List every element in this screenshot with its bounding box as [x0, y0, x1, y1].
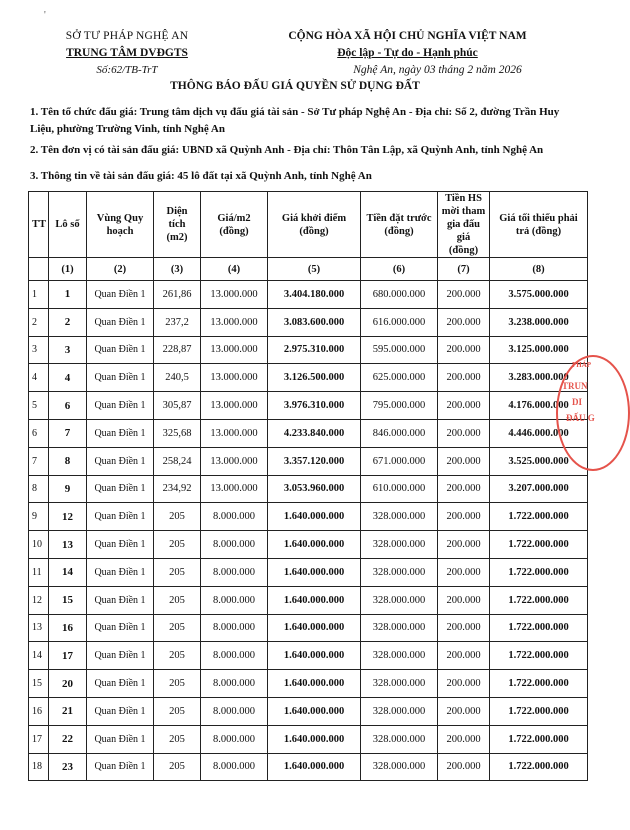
- cell-zone: Quan Điền 1: [87, 419, 154, 447]
- cell-lot-number: 1: [49, 281, 87, 309]
- cell-starting-price: 1.640.000.000: [268, 586, 361, 614]
- cell-dossier-fee: 200.000: [438, 558, 490, 586]
- cell-price-per-m2: 8.000.000: [201, 586, 268, 614]
- cell-deposit: 328.000.000: [361, 642, 438, 670]
- cell-area: 205: [154, 697, 201, 725]
- cell-area: 205: [154, 614, 201, 642]
- cell-area: 205: [154, 531, 201, 559]
- cell-deposit: 328.000.000: [361, 670, 438, 698]
- cell-starting-price: 1.640.000.000: [268, 558, 361, 586]
- cell-lot-number: 13: [49, 531, 87, 559]
- cell-zone: Quan Điền 1: [87, 558, 154, 586]
- cell-dossier-fee: 200.000: [438, 503, 490, 531]
- cell-zone: Quan Điền 1: [87, 614, 154, 642]
- cell-minimum-price: 1.722.000.000: [490, 642, 588, 670]
- cell-deposit: 328.000.000: [361, 503, 438, 531]
- index-cell: (6): [361, 258, 438, 281]
- cell-deposit: 328.000.000: [361, 753, 438, 781]
- cell-starting-price: 1.640.000.000: [268, 503, 361, 531]
- cell-minimum-price: 1.722.000.000: [490, 586, 588, 614]
- cell-area: 240,5: [154, 364, 201, 392]
- header-minimum-price: Giá tối thiểu phải trả (đồng): [490, 192, 588, 258]
- cell-area: 237,2: [154, 308, 201, 336]
- cell-deposit: 328.000.000: [361, 586, 438, 614]
- cell-deposit: 328.000.000: [361, 697, 438, 725]
- cell-lot-number: 20: [49, 670, 87, 698]
- cell-area: 234,92: [154, 475, 201, 503]
- cell-price-per-m2: 13.000.000: [201, 281, 268, 309]
- cell-dossier-fee: 200.000: [438, 614, 490, 642]
- cell-price-per-m2: 13.000.000: [201, 392, 268, 420]
- table-row: [29, 531, 588, 559]
- index-cell: (7): [438, 258, 490, 281]
- header-price-per-m2: Giá/m2 (đồng): [201, 192, 268, 258]
- cell-starting-price: 3.083.600.000: [268, 308, 361, 336]
- cell-row-number: 13: [29, 614, 49, 642]
- table-row: [29, 475, 588, 503]
- cell-deposit: 328.000.000: [361, 558, 438, 586]
- motto: Độc lập - Tự do - Hạnh phúc: [337, 47, 478, 59]
- cell-deposit: 846.000.000: [361, 419, 438, 447]
- cell-minimum-price: 1.722.000.000: [490, 670, 588, 698]
- table-header-row: [29, 192, 588, 258]
- cell-deposit: 328.000.000: [361, 614, 438, 642]
- cell-area: 205: [154, 670, 201, 698]
- table-row: [29, 558, 588, 586]
- cell-lot-number: 9: [49, 475, 87, 503]
- header-area: Diện tích (m2): [154, 192, 201, 258]
- cell-price-per-m2: 8.000.000: [201, 642, 268, 670]
- cell-minimum-price: 4.446.000.000: [490, 419, 588, 447]
- table-row: [29, 392, 588, 420]
- cell-deposit: 671.000.000: [361, 447, 438, 475]
- cell-dossier-fee: 200.000: [438, 642, 490, 670]
- cell-dossier-fee: 200.000: [438, 308, 490, 336]
- cell-area: 205: [154, 753, 201, 781]
- cell-starting-price: 1.640.000.000: [268, 697, 361, 725]
- cell-minimum-price: 1.722.000.000: [490, 697, 588, 725]
- cell-lot-number: 4: [49, 364, 87, 392]
- table-row: [29, 281, 588, 309]
- header-left: [32, 28, 222, 79]
- auction-table: [28, 191, 588, 781]
- cell-row-number: 7: [29, 447, 49, 475]
- cell-lot-number: 6: [49, 392, 87, 420]
- document-title: THÔNG BÁO ĐẤU GIÁ QUYỀN SỬ DỤNG ĐẤT: [170, 80, 420, 92]
- cell-lot-number: 16: [49, 614, 87, 642]
- table-row: [29, 447, 588, 475]
- cell-minimum-price: 1.722.000.000: [490, 753, 588, 781]
- cell-zone: Quan Điền 1: [87, 475, 154, 503]
- cell-lot-number: 3: [49, 336, 87, 364]
- cell-dossier-fee: 200.000: [438, 475, 490, 503]
- cell-row-number: 14: [29, 642, 49, 670]
- cell-row-number: 16: [29, 697, 49, 725]
- cell-zone: Quan Điền 1: [87, 503, 154, 531]
- cell-starting-price: 1.640.000.000: [268, 753, 361, 781]
- header-lot-number: Lô số: [49, 192, 87, 258]
- cell-area: 258,24: [154, 447, 201, 475]
- cell-zone: Quan Điền 1: [87, 725, 154, 753]
- cell-starting-price: 1.640.000.000: [268, 725, 361, 753]
- cell-price-per-m2: 8.000.000: [201, 670, 268, 698]
- cell-price-per-m2: 8.000.000: [201, 697, 268, 725]
- cell-dossier-fee: 200.000: [438, 725, 490, 753]
- cell-minimum-price: 1.722.000.000: [490, 503, 588, 531]
- cell-dossier-fee: 200.000: [438, 531, 490, 559]
- cell-dossier-fee: 200.000: [438, 419, 490, 447]
- cell-minimum-price: 3.525.000.000: [490, 447, 588, 475]
- cell-price-per-m2: 13.000.000: [201, 308, 268, 336]
- cell-deposit: 795.000.000: [361, 392, 438, 420]
- cell-minimum-price: 1.722.000.000: [490, 614, 588, 642]
- cell-starting-price: 3.357.120.000: [268, 447, 361, 475]
- index-cell: (3): [154, 258, 201, 281]
- cell-row-number: 4: [29, 364, 49, 392]
- cell-row-number: 2: [29, 308, 49, 336]
- cell-lot-number: 14: [49, 558, 87, 586]
- cell-row-number: 11: [29, 558, 49, 586]
- cell-lot-number: 15: [49, 586, 87, 614]
- cell-row-number: 3: [29, 336, 49, 364]
- cell-starting-price: 3.126.500.000: [268, 364, 361, 392]
- cell-starting-price: 1.640.000.000: [268, 670, 361, 698]
- cell-lot-number: 21: [49, 697, 87, 725]
- cell-minimum-price: 1.722.000.000: [490, 725, 588, 753]
- cell-area: 205: [154, 503, 201, 531]
- index-cell: (8): [490, 258, 588, 281]
- cell-minimum-price: 3.238.000.000: [490, 308, 588, 336]
- cell-lot-number: 23: [49, 753, 87, 781]
- table-row: [29, 503, 588, 531]
- cell-starting-price: 1.640.000.000: [268, 614, 361, 642]
- cell-row-number: 5: [29, 392, 49, 420]
- header-right: [245, 28, 570, 79]
- cell-row-number: 10: [29, 531, 49, 559]
- cell-row-number: 9: [29, 503, 49, 531]
- cell-deposit: 610.000.000: [361, 475, 438, 503]
- cell-area: 205: [154, 725, 201, 753]
- cell-area: 205: [154, 642, 201, 670]
- cell-zone: Quan Điền 1: [87, 308, 154, 336]
- cell-price-per-m2: 8.000.000: [201, 753, 268, 781]
- cell-price-per-m2: 13.000.000: [201, 419, 268, 447]
- cell-lot-number: 22: [49, 725, 87, 753]
- cell-zone: Quan Điền 1: [87, 531, 154, 559]
- cell-deposit: 616.000.000: [361, 308, 438, 336]
- cell-zone: Quan Điền 1: [87, 753, 154, 781]
- cell-starting-price: 1.640.000.000: [268, 642, 361, 670]
- section-3: 3. Thông tin về tài sản đấu giá: 45 lô đất tại xã Quỳnh Anh, tỉnh Nghệ An: [30, 170, 372, 182]
- cell-row-number: 18: [29, 753, 49, 781]
- cell-minimum-price: 3.575.000.000: [490, 281, 588, 309]
- pen-mark: ': [44, 10, 46, 21]
- cell-starting-price: 3.404.180.000: [268, 281, 361, 309]
- document-date: Nghệ An, ngày 03 tháng 2 năm 2026: [353, 64, 522, 76]
- cell-row-number: 6: [29, 419, 49, 447]
- cell-lot-number: 12: [49, 503, 87, 531]
- cell-row-number: 1: [29, 281, 49, 309]
- cell-lot-number: 7: [49, 419, 87, 447]
- center-name: TRUNG TÂM DVĐGTS: [66, 47, 188, 59]
- cell-price-per-m2: 8.000.000: [201, 503, 268, 531]
- table-row: [29, 642, 588, 670]
- cell-minimum-price: 3.125.000.000: [490, 336, 588, 364]
- cell-lot-number: 17: [49, 642, 87, 670]
- cell-zone: Quan Điền 1: [87, 670, 154, 698]
- header-zone: Vùng Quy hoạch: [87, 192, 154, 258]
- republic-title: CỘNG HÒA XÃ HỘI CHỦ NGHĨA VIỆT NAM: [288, 30, 527, 42]
- red-stamp: PHÁP TRUN DI ĐẤU G: [556, 355, 630, 471]
- index-cell: (2): [87, 258, 154, 281]
- cell-deposit: 328.000.000: [361, 725, 438, 753]
- table-row: [29, 670, 588, 698]
- cell-starting-price: 3.053.960.000: [268, 475, 361, 503]
- section-1: 1. Tên tổ chức đấu giá: Trung tâm dịch vụ đấu giá tài sản - Sở Tư pháp Nghệ An - Địa chỉ: Số 2, đường Trần Huy Liệu, phường Trường Vinh, tỉnh Nghệ An: [30, 106, 560, 135]
- cell-price-per-m2: 8.000.000: [201, 725, 268, 753]
- header-tt: TT: [29, 192, 49, 258]
- cell-row-number: 17: [29, 725, 49, 753]
- cell-minimum-price: 3.207.000.000: [490, 475, 588, 503]
- cell-zone: Quan Điền 1: [87, 447, 154, 475]
- table-row: [29, 697, 588, 725]
- cell-deposit: 625.000.000: [361, 364, 438, 392]
- cell-zone: Quan Điền 1: [87, 364, 154, 392]
- cell-starting-price: 2.975.310.000: [268, 336, 361, 364]
- cell-dossier-fee: 200.000: [438, 336, 490, 364]
- cell-area: 325,68: [154, 419, 201, 447]
- cell-minimum-price: 4.176.000.000: [490, 392, 588, 420]
- table-row: [29, 725, 588, 753]
- index-cell: (1): [49, 258, 87, 281]
- table-row: [29, 753, 588, 781]
- table-row: [29, 419, 588, 447]
- cell-area: 228,87: [154, 336, 201, 364]
- cell-deposit: 680.000.000: [361, 281, 438, 309]
- index-cell: [29, 258, 49, 281]
- cell-starting-price: 1.640.000.000: [268, 531, 361, 559]
- cell-zone: Quan Điền 1: [87, 586, 154, 614]
- table-row: [29, 614, 588, 642]
- cell-dossier-fee: 200.000: [438, 447, 490, 475]
- cell-price-per-m2: 13.000.000: [201, 364, 268, 392]
- table-row: [29, 308, 588, 336]
- cell-zone: Quan Điền 1: [87, 697, 154, 725]
- cell-area: 305,87: [154, 392, 201, 420]
- cell-deposit: 328.000.000: [361, 531, 438, 559]
- cell-area: 261,86: [154, 281, 201, 309]
- cell-minimum-price: 1.722.000.000: [490, 558, 588, 586]
- index-cell: (4): [201, 258, 268, 281]
- cell-price-per-m2: 13.000.000: [201, 475, 268, 503]
- cell-zone: Quan Điền 1: [87, 281, 154, 309]
- table-row: [29, 364, 588, 392]
- section-2: 2. Tên đơn vị có tài sản đấu giá: UBND xã Quỳnh Anh - Địa chỉ: Thôn Tân Lập, xã Quỳnh Anh, tỉnh Nghệ An: [30, 144, 544, 156]
- document-number: Số:62/TB-TrT: [96, 64, 158, 76]
- cell-price-per-m2: 13.000.000: [201, 336, 268, 364]
- cell-dossier-fee: 200.000: [438, 753, 490, 781]
- cell-lot-number: 2: [49, 308, 87, 336]
- cell-price-per-m2: 8.000.000: [201, 558, 268, 586]
- cell-price-per-m2: 8.000.000: [201, 531, 268, 559]
- cell-zone: Quan Điền 1: [87, 642, 154, 670]
- cell-lot-number: 8: [49, 447, 87, 475]
- cell-zone: Quan Điền 1: [87, 336, 154, 364]
- index-cell: (5): [268, 258, 361, 281]
- cell-dossier-fee: 200.000: [438, 586, 490, 614]
- table-row: [29, 586, 588, 614]
- cell-zone: Quan Điền 1: [87, 392, 154, 420]
- cell-price-per-m2: 13.000.000: [201, 447, 268, 475]
- table-row: [29, 336, 588, 364]
- cell-area: 205: [154, 558, 201, 586]
- cell-dossier-fee: 200.000: [438, 364, 490, 392]
- cell-dossier-fee: 200.000: [438, 697, 490, 725]
- cell-minimum-price: 1.722.000.000: [490, 531, 588, 559]
- column-index-row: [29, 258, 588, 281]
- cell-dossier-fee: 200.000: [438, 392, 490, 420]
- header-deposit: Tiền đặt trước (đồng): [361, 192, 438, 258]
- org-name: SỞ TƯ PHÁP NGHỆ AN: [65, 30, 189, 42]
- cell-row-number: 15: [29, 670, 49, 698]
- cell-minimum-price: 3.283.000.000: [490, 364, 588, 392]
- header-starting-price: Giá khởi điểm (đồng): [268, 192, 361, 258]
- cell-row-number: 12: [29, 586, 49, 614]
- cell-starting-price: 3.976.310.000: [268, 392, 361, 420]
- cell-deposit: 595.000.000: [361, 336, 438, 364]
- cell-row-number: 8: [29, 475, 49, 503]
- cell-dossier-fee: 200.000: [438, 670, 490, 698]
- cell-starting-price: 4.233.840.000: [268, 419, 361, 447]
- cell-area: 205: [154, 586, 201, 614]
- header-dossier-fee: Tiền HS mời tham gia đấu giá (đồng): [438, 192, 490, 258]
- cell-dossier-fee: 200.000: [438, 281, 490, 309]
- cell-price-per-m2: 8.000.000: [201, 614, 268, 642]
